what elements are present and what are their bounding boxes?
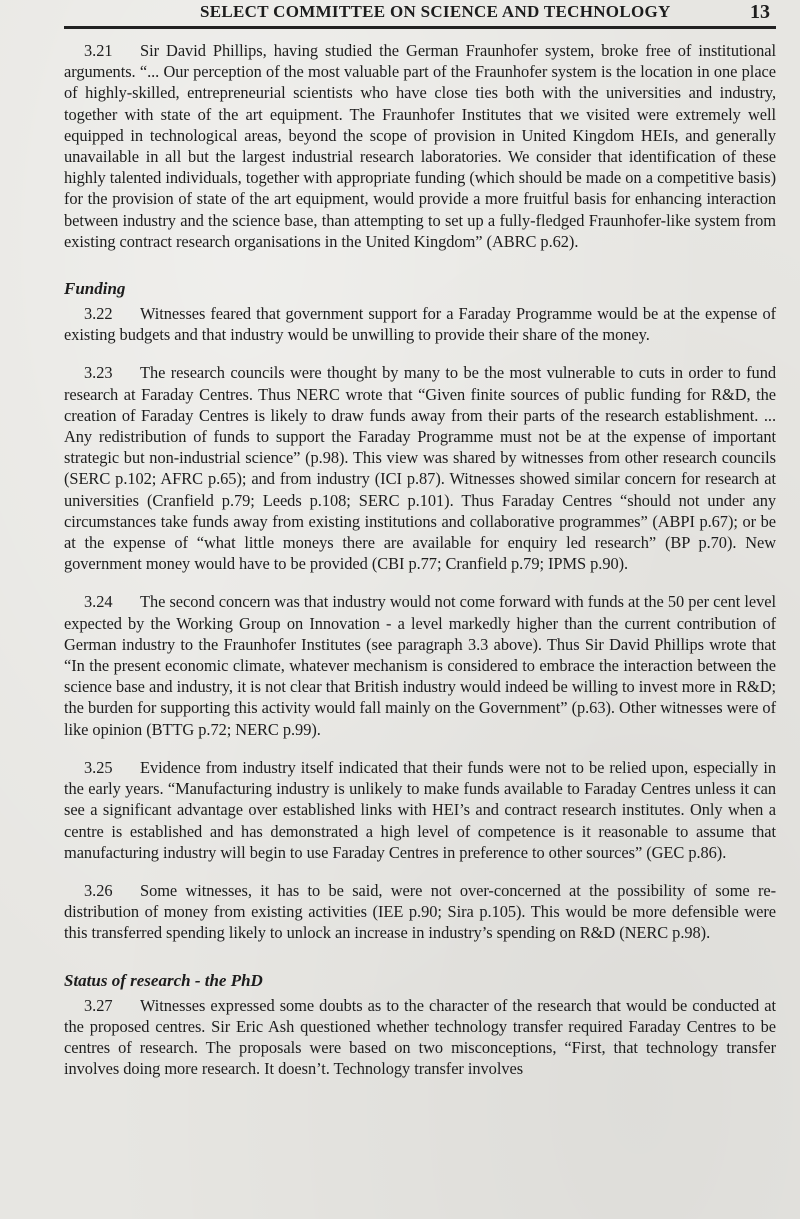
paragraph-3-27 — [64, 995, 776, 1080]
running-header-title: SELECT COMMITTEE ON SCIENCE AND TECHNOLOGY — [200, 2, 671, 21]
section-heading-status-of-research: Status of research - the PhD — [64, 970, 263, 990]
paragraph-number: 3.23 — [84, 363, 113, 383]
paragraph-3-22 — [64, 303, 776, 345]
paragraph-number: 3.22 — [84, 304, 113, 324]
paragraph-text: Evidence from industry itself indicated that their funds were not to be relied upon, especially in the early years. “Manufacturing industry is unlikely to make funds available to Faraday Centres unless it can see a significant advantage over established links with HEI’s and contract research institutes. Only when a centre is established and has demonstrated a high level of competence is it reasonable to assume that manufacturing industry will begin to use Faraday Centres in preference to other sources” (GEC p.86). — [64, 757, 776, 862]
paragraph-number: 3.27 — [84, 995, 113, 1015]
section-heading-funding: Funding — [64, 279, 126, 299]
body-text — [64, 40, 776, 1096]
paragraph-text: Witnesses expressed some doubts as to the character of the research that would be conducted at the proposed centres. Sir Eric Ash questioned whether technology transfer required Faraday Centres to be centres of research. The proposals were based on two misconceptions, “First, that technology transfer involves doing more research. It doesn’t. Technology transfer involves — [64, 995, 776, 1079]
paragraph-number: 3.26 — [84, 880, 113, 900]
paragraph-text: The second concern was that industry would not come forward with funds at the 50 per cent level expected by the Working Group on Innovation - a level markedly higher than the current contribution of German industry to the Fraunhofer Institutes (see paragraph 3.3 above). Thus Sir David Phillips wrote that “In the present economic climate, whatever mechanism is considered to embrace the interaction between the science base and industry, it is not clear that British industry would indeed be willing to invest more in R&D; the burden for supporting this activity would fall mainly on the Government” (p.63). Other witnesses were of like opinion (BTTG p.72; NERC p.99). — [64, 592, 776, 739]
paragraph-number: 3.21 — [84, 41, 113, 60]
paragraph-3-21 — [64, 40, 776, 252]
running-header — [64, 2, 776, 29]
paragraph-text: Some witnesses, it has to be said, were not over-concerned at the possibility of some re-distribution of money from existing activities (IEE p.90; Sira p.105). This would be more defensible were this transferred spending likely to unlock an increase in industry’s spending on R&D (NERC p.98). — [64, 880, 776, 943]
paragraph-3-26 — [64, 880, 776, 944]
paragraph-text: Sir David Phillips, having studied the German Fraunhofer system, broke free of institutional arguments. “... Our perception of the most valuable part of the Fraunhofer system is the location in one place of highly-skilled, entrepreneurial scientists who have close ties both with the universities and industry, together with state of the art equipment. The Fraunhofer Institutes that we visited were extremely well equipped in technological areas, beyond the scope of provision in United Kingdom HEIs, and generally unavailable in all but the largest industrial research laboratories. We consider that identification of these highly talented individuals, together with appropriate funding (which should be made on a competitive basis) for the provision of state of the art equipment, would provide a more fruitful basis for enhancing interaction between industry and the science base, than attempting to set up a fully-fledged Fraunhofer-like system from existing contract research organisations in the United Kingdom” (ABRC p.62). — [64, 41, 776, 251]
paragraph-3-23 — [64, 362, 776, 574]
paragraph-3-24 — [64, 591, 776, 739]
paragraph-text: The research councils were thought by many to be the most vulnerable to cuts in order to fund research at Faraday Centres. Thus NERC wrote that “Given finite sources of public funding for R&D, the creation of Faraday Centres is likely to draw funds away from their parts of the research establishment. ... Any redistribution of funds to support the Faraday Programme must not be at the expense of important strategic but non-industrial science” (p.98). This view was shared by witnesses from other research councils (SERC p.102; AFRC p.65); and from industry (ICI p.87). Witnesses showed similar concern for research at universities (Cranfield p.79; Leeds p.108; SERC p.101). Thus Faraday Centres “should not under any circumstances take funds away from existing institutions and collaborative programmes” (ABPI p.67); or be at the expense of “what little moneys there are available for enquiry led research” (BP p.70). New government money would have to be provided (CBI p.77; Cranfield p.79; IPMS p.90). — [64, 363, 776, 574]
paragraph-3-25 — [64, 757, 776, 863]
paragraph-number: 3.25 — [84, 757, 113, 777]
page-number: 13 — [750, 1, 770, 23]
paragraph-text: Witnesses feared that government support for a Faraday Programme would be at the expense of existing budgets and that industry would be unwilling to provide their share of the money. — [64, 304, 776, 345]
paragraph-number: 3.24 — [84, 592, 113, 612]
